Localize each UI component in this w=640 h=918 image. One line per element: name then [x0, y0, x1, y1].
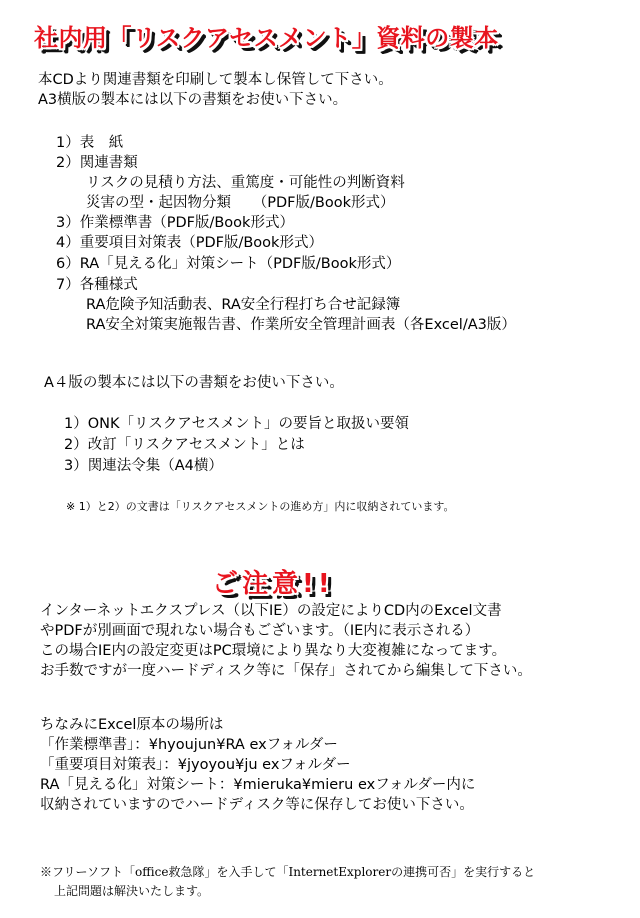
footer-line: ※フリーソフト「office救急隊」を入手して「InternetExplorerの連携可否」を実行すると	[40, 865, 536, 879]
location-line: ちなみにExcel原本の場所は	[40, 717, 224, 733]
page-title: 社内用「リスクアセスメント」資料の製本	[34, 24, 499, 52]
caution-line: やPDFが別画面で現れない場合もございます。（IE内に表示される）	[40, 623, 480, 639]
list-item: リスクの見積り方法、重篤度・可能性の判断資料	[86, 175, 405, 191]
list-item: 災害の型・起因物分類 （PDF版/Book形式）	[86, 195, 395, 211]
caution-text	[40, 601, 532, 681]
list-item: 1）表 紙	[56, 135, 124, 151]
location-line: RA「見える化」対策シート：¥mieruka¥mieru exフォルダー内に	[40, 777, 476, 793]
list-item: 6）RA「見える化」対策シート（PDF版/Book形式）	[56, 256, 401, 272]
caution-title: ご注意!!	[212, 569, 334, 599]
list-item: 3）作業標準書（PDF版/Book形式）	[56, 215, 294, 231]
a4-heading: A４版の製本には以下の書類をお使い下さい。	[44, 375, 344, 391]
location-line: 「作業標準書」：¥hyoujun¥RA exフォルダー	[40, 737, 338, 753]
list-item: 1）ONK「リスクアセスメント」の要旨と取扱い要領	[64, 416, 410, 432]
list-item: 4）重要項目対策表（PDF版/Book形式）	[56, 235, 323, 251]
location-text	[40, 715, 475, 815]
caution-line: インターネットエクスプレス（以下IE）の設定によりCD内のExcel文書	[40, 603, 502, 619]
intro-line: 本CDより関連書類を印刷して製本し保管して下さい。	[38, 72, 393, 88]
list-item: RA安全対策実施報告書、作業所安全管理計画表（各Excel/A3版）	[86, 317, 516, 333]
a4-note: ※ 1）と2）の文書は「リスクアセスメントの進め方」内に収納されています。	[66, 500, 455, 513]
location-line: 「重要項目対策表」：¥jyoyou¥ju exフォルダー	[40, 757, 351, 773]
list-item: RA危険予知活動表、RA安全行程打ち合せ記録簿	[86, 297, 401, 313]
location-line: 収納されていますのでハードディスク等に保存してお使い下さい。	[40, 797, 474, 813]
caution-line: この場合IE内の設定変更はPC環境により異なり大変複雑になってます。	[40, 643, 507, 659]
title-banner	[34, 18, 499, 53]
list-item: 2）関連書類	[56, 155, 138, 171]
list-item: 3）関連法令集（A4横）	[64, 458, 223, 474]
footer-line: 上記問題は解決いたします。	[54, 884, 210, 898]
list-item: 7）各種様式	[56, 277, 138, 293]
caution-line: お手数ですが一度ハードディスク等に「保存」されてから編集して下さい。	[40, 663, 532, 679]
intro-line: A3横版の製本には以下の書類をお使い下さい。	[38, 92, 348, 108]
list-item: 2）改訂「リスクアセスメント」とは	[64, 437, 305, 453]
intro-block	[38, 70, 393, 110]
